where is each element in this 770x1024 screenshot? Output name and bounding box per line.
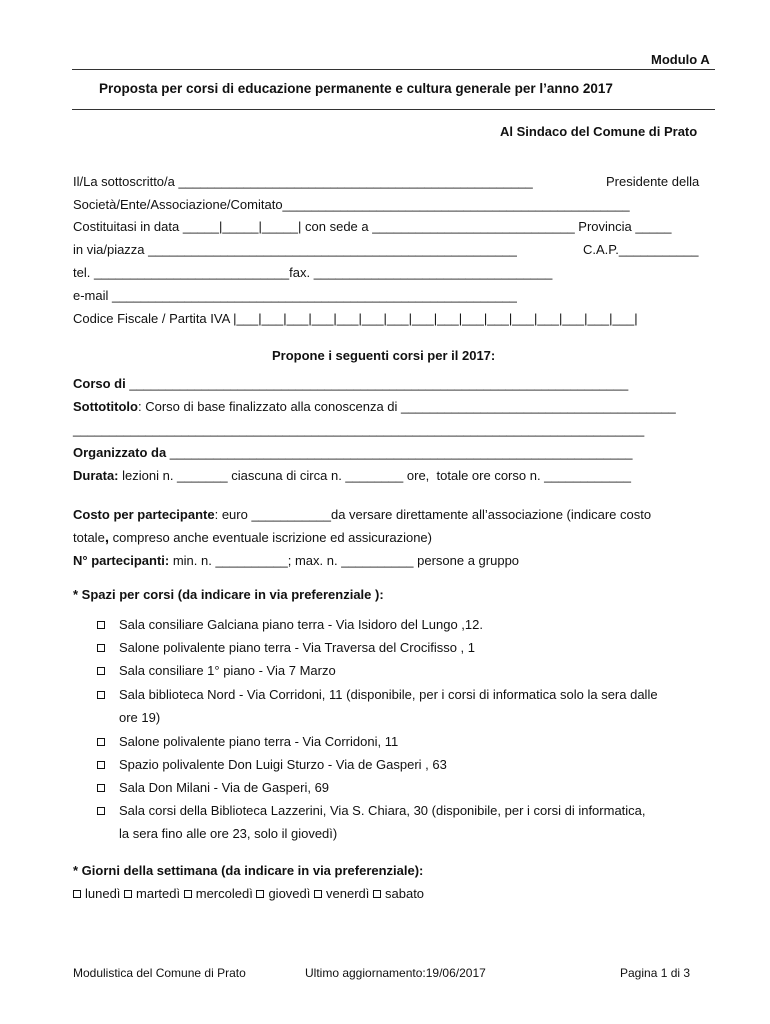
- checkbox-icon[interactable]: [256, 890, 264, 898]
- space-option-label: Sala corsi della Biblioteca Lazzerini, Via S. Chiara, 30 (disponibile, per i corsi di informatica,: [119, 803, 646, 818]
- course-row: [73, 376, 628, 392]
- cost-note-b: compreso anche eventuale iscrizione ed assicurazione): [108, 530, 432, 545]
- footer-page-number: Pagina 1 di 3: [620, 966, 691, 980]
- header-bottom-rule: [72, 109, 715, 110]
- footer-updated: Ultimo aggiornamento:19/06/2017: [305, 966, 486, 980]
- cost-note-comma: ,: [104, 529, 109, 546]
- participants-row: [73, 553, 519, 569]
- applicant-name-field[interactable]: Il/La sottoscritto/a _________________________________________________: [73, 174, 533, 189]
- module-label: Modulo A: [651, 52, 710, 67]
- checkbox-icon[interactable]: [314, 890, 322, 898]
- day-option-label[interactable]: mercoledì: [195, 886, 253, 901]
- addressee: Al Sindaco del Comune di Prato: [500, 124, 698, 139]
- duration-field[interactable]: lezioni n. _______ ciascuna di circa n. ________ ore, totale ore corso n. ____________: [118, 468, 631, 483]
- days-heading: * Giorni della settimana (da indicare in via preferenziale):: [73, 863, 424, 878]
- space-option-label: Salone polivalente piano terra - Via Corridoni, 11: [119, 734, 399, 749]
- phone-fax-field[interactable]: tel. ___________________________fax. _________________________________: [73, 265, 553, 280]
- email-field[interactable]: e-mail ________________________________________________________: [73, 288, 517, 303]
- organizer-field[interactable]: ________________________________________________________________: [166, 445, 633, 460]
- cost-row: [73, 507, 651, 523]
- space-option-label: Sala consiliare Galciana piano terra - Via Isidoro del Lungo ,12.: [119, 617, 483, 632]
- day-option-label[interactable]: lunedì: [85, 886, 121, 901]
- subtitle-label: Sottotitolo: [73, 399, 138, 414]
- subtitle-row: [73, 399, 676, 415]
- day-option-label[interactable]: giovedì: [268, 886, 311, 901]
- checkbox-icon[interactable]: [73, 890, 81, 898]
- spaces-heading: * Spazi per corsi (da indicare in via preferenziale ):: [73, 587, 384, 602]
- day-option-label[interactable]: martedì: [136, 886, 181, 901]
- cost-field[interactable]: : euro ___________da versare direttamente all’associazione (indicare costo: [214, 507, 652, 522]
- participants-label: N° partecipanti:: [73, 553, 170, 568]
- days-options: [73, 886, 424, 902]
- cost-note-row: [73, 530, 432, 546]
- proposal-heading: Propone i seguenti corsi per il 2017:: [272, 348, 496, 363]
- organizer-row: [73, 445, 633, 461]
- space-option-label: la sera fino alle ore 23, solo il giovedì): [119, 826, 338, 841]
- course-label: Corso di: [73, 376, 126, 391]
- subtitle-continuation-field[interactable]: _______________________________________________________________________________: [73, 422, 645, 437]
- space-option-label: Sala Don Milani - Via de Gasperi, 69: [119, 780, 330, 795]
- page-title: Proposta per corsi di educazione permanente e cultura generale per l’anno 2017: [99, 81, 613, 96]
- checkbox-icon[interactable]: [97, 784, 105, 792]
- checkbox-icon[interactable]: [373, 890, 381, 898]
- organizer-label: Organizzato da: [73, 445, 167, 460]
- day-option-label[interactable]: sabato: [385, 886, 425, 901]
- participants-field[interactable]: min. n. __________; max. n. __________ persone a gruppo: [169, 553, 520, 568]
- space-option-label: Sala consiliare 1° piano - Via 7 Marzo: [119, 663, 336, 678]
- checkbox-icon[interactable]: [97, 621, 105, 629]
- space-option-label: Salone polivalente piano terra - Via Traversa del Crocifisso , 1: [119, 640, 476, 655]
- header-top-rule: [72, 69, 715, 70]
- checkbox-icon[interactable]: [97, 761, 105, 769]
- duration-label: Durata:: [73, 468, 119, 483]
- founding-date-field[interactable]: Costituitasi in data _____|_____|_____| con sede a ____________________________ Provincia _____: [73, 219, 672, 234]
- organization-field[interactable]: Società/Ente/Associazione/Comitato________________________________________________: [73, 197, 630, 212]
- day-option-label[interactable]: venerdì: [326, 886, 370, 901]
- checkbox-icon[interactable]: [97, 738, 105, 746]
- footer-left: Modulistica del Comune di Prato: [73, 966, 246, 980]
- subtitle-field[interactable]: : Corso di base finalizzato alla conoscenza di ______________________________________: [137, 399, 676, 414]
- tax-code-field[interactable]: Codice Fiscale / Partita IVA |___|___|___|___|___|___|___|___|___|___|___|___|___|___|___|___|: [73, 311, 638, 326]
- checkbox-icon[interactable]: [97, 667, 105, 675]
- space-option-label: Spazio polivalente Don Luigi Sturzo - Via de Gasperi , 63: [119, 757, 447, 772]
- president-label: Presidente della: [606, 174, 700, 189]
- cost-note-a: totale: [73, 530, 105, 545]
- address-field[interactable]: in via/piazza ___________________________________________________: [73, 242, 517, 257]
- space-option-label: ore 19): [119, 710, 161, 725]
- checkbox-icon[interactable]: [97, 644, 105, 652]
- space-option-label: Sala biblioteca Nord - Via Corridoni, 11 (disponibile, per i corsi di informatica solo la sera dalle: [119, 687, 658, 702]
- course-field[interactable]: _____________________________________________________________________: [125, 376, 629, 391]
- checkbox-icon[interactable]: [184, 890, 192, 898]
- checkbox-icon[interactable]: [97, 691, 105, 699]
- checkbox-icon[interactable]: [124, 890, 132, 898]
- cost-label: Costo per partecipante: [73, 507, 215, 522]
- duration-row: [73, 468, 631, 484]
- checkbox-icon[interactable]: [97, 807, 105, 815]
- cap-field[interactable]: C.A.P.___________: [583, 242, 699, 257]
